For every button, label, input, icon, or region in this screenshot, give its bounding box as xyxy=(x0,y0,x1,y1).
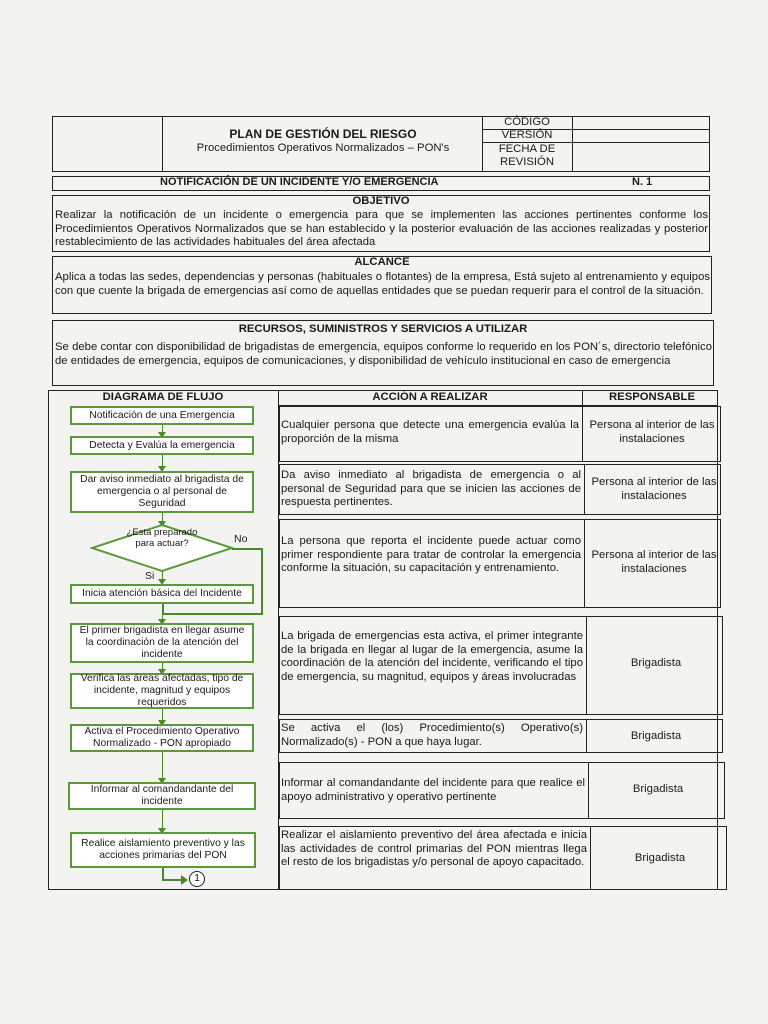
row-3-resp: Persona al interior de las instalaciones xyxy=(591,549,717,575)
row-3-action: La persona que reporta el incidente puede actuar como primer respondiente para tratar de controlar la emergencia conforme la situación, su capacitación y entrenamiento. xyxy=(281,535,581,575)
flow-decision-no: No xyxy=(234,533,248,545)
objetivo-text: Realizar la notificación de un incidente o emergencia para que se implementen las acciones pertinentes conforme los Procedimientos Operativos Normalizados que se han establecido y la posterior evaluación de las acciones realizadas y posterior restablecimiento de las actividades habituales del área afectada xyxy=(55,209,708,249)
col-resp-heading: RESPONSABLE xyxy=(609,391,695,403)
alcance-heading: ALCANCE xyxy=(354,256,410,268)
recursos-text: Se debe contar con disponibilidad de brigadistas de emergencia, equipos conforme lo requerido en los PON´s, directorio telefónico de entidades de emergencia, equipos de comunicaciones, y disponibilidad de vehículo institucional en caso de emergencia xyxy=(55,341,712,367)
flow-connector-label: 1 xyxy=(194,872,200,884)
row-6-resp: Brigadista xyxy=(632,783,684,795)
flow-step-dar-aviso: Dar aviso inmediato al brigadista de emergencia o al personal de Seguridad xyxy=(70,471,254,513)
field-fecha: FECHA DE xyxy=(498,143,556,155)
field-version: VERSIÓN xyxy=(501,129,553,141)
flow-step-detecta: Detecta y Evalúa la emergencia xyxy=(70,436,254,455)
row-7-resp: Brigadista xyxy=(634,852,686,864)
flow-step-notificacion: Notificación de una Emergencia xyxy=(70,406,254,425)
row-4-resp: Brigadista xyxy=(630,657,682,669)
row-5-action: Se activa el (los) Procedimiento(s) Operativo(s) Normalizado(s) - PON a que haya lugar. xyxy=(281,722,583,748)
alcance-text: Aplica a todas las sedes, dependencias y personas (habituales o flotantes) de la empresa, Está sujeto al entrenamiento y equipos con que cuente la brigada de emergencias así como de aquellas entidades que se puedan requerir para el control de la situación. xyxy=(55,271,710,297)
row-1-resp: Persona al interior de las instalaciones xyxy=(589,419,715,445)
row-1-action: Cualquier persona que detecte una emergencia evalúa la proporción de la misma xyxy=(281,419,579,445)
flow-decision-text: ¿Esta preparado para actuar? xyxy=(126,527,198,549)
flow-step-activa-pon: Activa el Procedimiento Operativo Normalizado - PON apropiado xyxy=(70,724,254,752)
procedure-number: N. 1 xyxy=(632,176,653,188)
row-5-resp: Brigadista xyxy=(630,730,682,742)
plan-title: PLAN DE GESTIÓN DEL RIESGO xyxy=(229,127,417,141)
row-2-action: Da aviso inmediato al brigadista de emergencia o al personal de Seguridad para que se inicien las acciones de respuesta pertinentes. xyxy=(281,469,581,509)
row-6-action: Informar al comandandante del incidente para que realice el apoyo administrativo y operativo pertinente xyxy=(281,777,585,803)
flow-step-inicia-atencion: Inicia atención básica del Incidente xyxy=(70,584,254,604)
flow-decision-si: Si xyxy=(145,570,155,582)
row-2-resp: Persona al interior de las instalaciones xyxy=(591,476,717,502)
plan-subtitle: Procedimientos Operativos Normalizados – PON's xyxy=(196,142,450,154)
field-revision: REVISIÓN xyxy=(500,156,554,168)
col-flow-heading: DIAGRAMA DE FLUJO xyxy=(102,391,224,403)
recursos-heading: RECURSOS, SUMINISTROS Y SERVICIOS A UTILIZAR xyxy=(238,323,528,335)
col-action-heading: ACCIÓN A REALIZAR xyxy=(372,391,488,403)
row-7-action: Realizar el aislamiento preventivo del área afectada e inicia las actividades de control primarias del PON mientras llega el resto de los brigadistas y/o personal de apoyo capacitado. xyxy=(281,829,587,869)
flow-step-informar: Informar al comandandante del incidente xyxy=(68,782,256,810)
flow-step-verifica: Verifica las áreas afectadas, tipo de incidente, magnitud y equipos requeridos xyxy=(70,673,254,709)
field-codigo: CÓDIGO xyxy=(504,116,550,128)
procedure-name: NOTIFICACIÓN DE UN INCIDENTE Y/O EMERGENCIA xyxy=(160,176,439,188)
row-4-action: La brigada de emergencias esta activa, el primer integrante de la brigada en llegar al lugar de la emergencia, asume la coordinación de la atención del incidente, verificando el tipo de emergencia, su magnitud, equipos y áreas involucradas xyxy=(281,630,583,683)
objetivo-heading: OBJETIVO xyxy=(352,195,410,207)
flow-connector-arrow-icon xyxy=(181,875,189,885)
flow-step-aislamiento: Realice aislamiento preventivo y las acciones primarias del PON xyxy=(70,832,256,868)
flow-step-primer-brigadista: El primer brigadista en llegar asume la coordinación de la atención del incidente xyxy=(70,623,254,663)
